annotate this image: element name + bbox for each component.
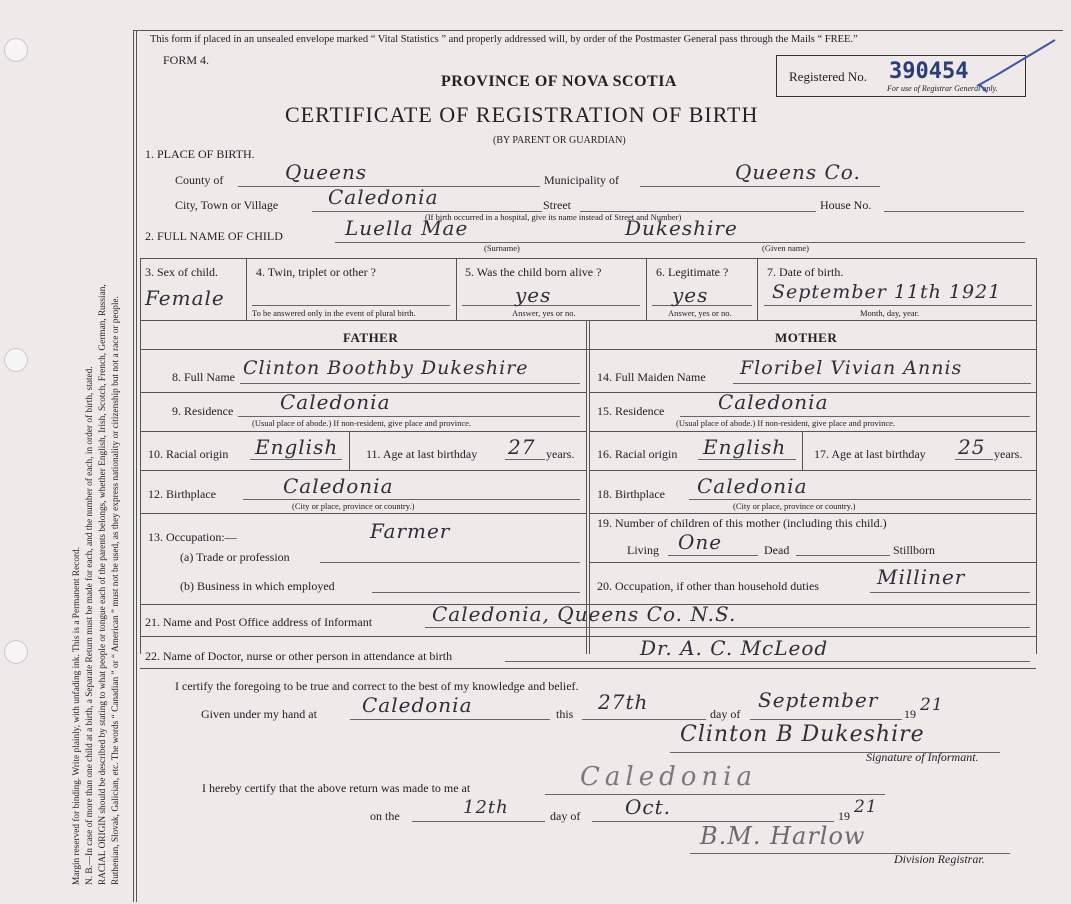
mother-residence-note: (Usual place of abode.) If non-resident, give place and province. [676,418,896,428]
father-name-label: 8. Full Name [172,370,235,384]
row-divider [140,513,586,514]
mother-age-value: 25 [958,435,986,459]
father-age-line [505,459,545,460]
row-divider [589,431,1036,432]
given-place-line [350,719,550,720]
certify-statement: I certify the foregoing to be true and correct to the best of my knowledge and belief. [175,679,579,693]
city-value: Caledonia [328,185,439,209]
registrar-place-line [545,794,885,795]
municipality-label: Municipality of [544,173,619,187]
date-of-birth-value: September 11th 1921 [772,281,1002,303]
mother-age-line [955,459,993,460]
given-year-prefix: 19 [904,707,916,721]
city-label: City, Town or Village [175,198,279,212]
on-the-label: on the [370,809,400,823]
binding-hole [4,38,28,62]
mother-residence-value: Caledonia [718,390,829,414]
row-divider [140,431,586,432]
father-name-value: Clinton Boothby Dukeshire [243,357,529,379]
date-of-birth-line [764,305,1032,306]
margin-note-multiple-birth: N. B.—In case of more than one child at a birth, a Separate Return must be made for each, and the number of each, in order of birth, stated. [85,366,95,885]
registered-label: Registered No. [789,69,867,84]
trade-label: (a) Trade or profession [180,550,290,564]
father-birthplace-value: Caledonia [283,474,394,498]
given-under-hand-label: Given under my hand at [201,707,317,721]
margin-note-racial-origin-cont: Ruthenian, Slovak, Galician, etc. The words “ Canadian ” or “ American ” must not be used, as they express nationality or citizenship but not a race or people. [111,296,121,885]
signature-of-informant-label: Signature of Informant. [866,750,979,764]
father-residence-note: (Usual place of abode.) If non-resident, give place and province. [252,418,472,428]
living-label: Living [627,543,659,557]
legitimate-label: 6. Legitimate ? [656,265,729,279]
dead-label: Dead [764,543,790,557]
row-divider [140,470,586,471]
cell-border [140,258,141,320]
father-birthplace-note: (City or place, province or country.) [292,501,415,511]
row-divider [140,668,1036,669]
given-name-note: (Given name) [762,243,809,253]
mail-notice: This form if placed in an unsealed envelope marked “ Vital Statistics ” and properly addressed will, by order of the Postmaster General pass through the Mails “ FREE.” [150,34,858,45]
mother-birthplace-note: (City or place, province or country.) [733,501,856,511]
mother-years-label: years. [994,447,1023,461]
certificate-subtitle: (BY PARENT OR GUARDIAN) [493,135,626,146]
father-racial-label: 10. Racial origin [148,447,229,461]
mother-age-label: 17. Age at last birthday [814,447,926,461]
mother-birthplace-label: 18. Birthplace [597,487,665,501]
given-month-line [750,719,902,720]
living-value: One [678,530,723,554]
alive-value: yes [515,283,552,307]
informant-line [425,627,1030,628]
registrar-day-of-label: day of [550,809,581,823]
child-surname: Dukeshire [625,216,738,240]
house-no-label: House No. [820,198,872,212]
dead-line [796,555,890,556]
father-residence-label: 9. Residence [172,404,234,418]
registrar-signature: B.M. Harlow [700,822,866,850]
father-residence-value: Caledonia [280,390,391,414]
cell-border [349,431,350,470]
father-age-value: 27 [508,435,536,459]
father-years-label: years. [546,447,575,461]
sex-label: 3. Sex of child. [145,265,218,279]
registrar-month-value: Oct. [625,795,671,819]
county-label: County of [175,173,224,187]
twin-line [252,305,450,306]
place-of-birth-label: 1. PLACE OF BIRTH. [145,147,255,161]
surname-note: (Surname) [484,243,520,253]
mother-name-value: Floribel Vivian Annis [740,357,963,379]
father-racial-value: English [255,435,339,459]
binding-hole [4,640,28,664]
province-heading: PROVINCE OF NOVA SCOTIA [441,73,677,90]
mother-residence-line [680,416,1030,417]
margin-note-racial-origin: RACIAL ORIGIN should be described by stating to what people or tongue each of the parents belongs, whether English, Irish, Scotch, French, German, Russian, [98,284,108,885]
given-month-value: September [758,688,879,712]
registrar-year-value: 21 [854,797,878,817]
business-label: (b) Business in which employed [180,579,335,593]
cell-border [1036,258,1037,320]
living-line [668,555,758,556]
date-of-birth-label: 7. Date of birth. [767,265,844,279]
parents-header-border [140,349,1036,350]
certificate-title: CERTIFICATE OF REGISTRATION OF BIRTH [285,102,759,127]
form-number: FORM 4. [163,53,210,67]
informant-value: Caledonia, Queens Co. N.S. [432,602,737,626]
father-birthplace-line [243,499,580,500]
municipality-line [640,186,880,187]
registrar-place-value: Caledonia [580,762,757,792]
margin-note-binding: Margin reserved for binding. Write plainly, with unfading ink. This is a Permanent Record. [72,546,82,885]
trade-line [320,562,580,563]
hospital-note: (If birth occurred in a hospital, give its name instead of Street and Number) [425,212,682,222]
father-occupation-value: Farmer [370,519,451,543]
father-heading: FATHER [343,330,399,345]
mother-birthplace-value: Caledonia [697,474,808,498]
house-no-line [884,211,1024,212]
child-given-name: Luella Mae [345,216,469,240]
business-line [372,592,580,593]
binding-hole [4,348,28,372]
row-top-border [140,258,1036,259]
registrar-day-line [412,821,545,822]
mother-occupation-line [870,592,1030,593]
doctor-label: 22. Name of Doctor, nurse or other person in attendance at birth [145,649,453,663]
cell-border [246,258,247,320]
father-age-label: 11. Age at last birthday [366,447,478,461]
child-name-line [335,242,1025,243]
cell-border [757,258,758,320]
municipality-value: Queens Co. [735,160,861,184]
mother-occupation-value: Milliner [877,565,966,589]
mother-racial-line [698,459,796,460]
legitimate-value: yes [672,283,709,307]
parents-right-border [1036,320,1037,654]
street-label: Street [543,198,571,212]
registrar-day-value: 12th [463,797,509,818]
registrar-return-label: I hereby certify that the above return was made to me at [202,781,471,795]
date-of-birth-note: Month, day, year. [860,308,920,318]
row-divider [589,513,1036,514]
cell-border [802,431,803,470]
registrar-note: For use of Registrar General only. [887,84,998,93]
row-divider [589,470,1036,471]
row-divider [140,636,1036,637]
mother-racial-label: 16. Racial origin [597,447,678,461]
mother-racial-value: English [703,435,787,459]
doctor-line [505,661,1030,662]
mother-birthplace-line [689,499,1031,500]
day-of-label: day of [710,707,741,721]
given-place-value: Caledonia [362,693,473,717]
legitimate-note: Answer, yes or no. [668,308,732,318]
row-bottom-border [140,320,1036,321]
row-divider [589,562,1036,563]
mother-residence-label: 15. Residence [597,404,665,418]
child-name-label: 2. FULL NAME OF CHILD [145,229,283,243]
father-occupation-label: 13. Occupation:— [148,530,237,544]
sex-value: Female [145,286,225,310]
twin-note: To be answered only in the event of plural birth. [252,308,416,318]
this-label: this [556,707,574,721]
doctor-value: Dr. A. C. McLeod [640,636,829,660]
mother-name-line [733,383,1031,384]
mother-occupation-label: 20. Occupation, if other than household duties [597,579,819,593]
mother-name-label: 14. Full Maiden Name [597,370,706,384]
twin-label: 4. Twin, triplet or other ? [256,265,376,279]
division-registrar-label: Division Registrar. [894,852,985,866]
cell-border [646,258,647,320]
frame-left-border [133,30,134,902]
registered-number: 390454 [889,59,969,84]
mother-heading: MOTHER [775,330,838,345]
given-day-value: 27th [598,690,649,714]
given-year-value: 21 [920,695,944,715]
frame-left-border-inner [136,30,137,902]
informant-label: 21. Name and Post Office address of Informant [145,615,373,629]
alive-note: Answer, yes or no. [512,308,576,318]
registrar-year-prefix: 19 [838,809,850,823]
children-count-label: 19. Number of children of this mother (including this child.) [597,516,887,530]
alive-label: 5. Was the child born alive ? [465,265,602,279]
informant-signature: Clinton B Dukeshire [680,722,925,747]
frame-top-border [133,30,1063,31]
father-residence-line [238,416,580,417]
father-birthplace-label: 12. Birthplace [148,487,216,501]
county-value: Queens [285,160,368,184]
father-racial-line [250,459,342,460]
given-day-line [582,719,706,720]
stillborn-label: Stillborn [893,543,936,557]
cell-border [456,258,457,320]
father-name-line [240,383,580,384]
check-mark-icon [975,36,1060,94]
